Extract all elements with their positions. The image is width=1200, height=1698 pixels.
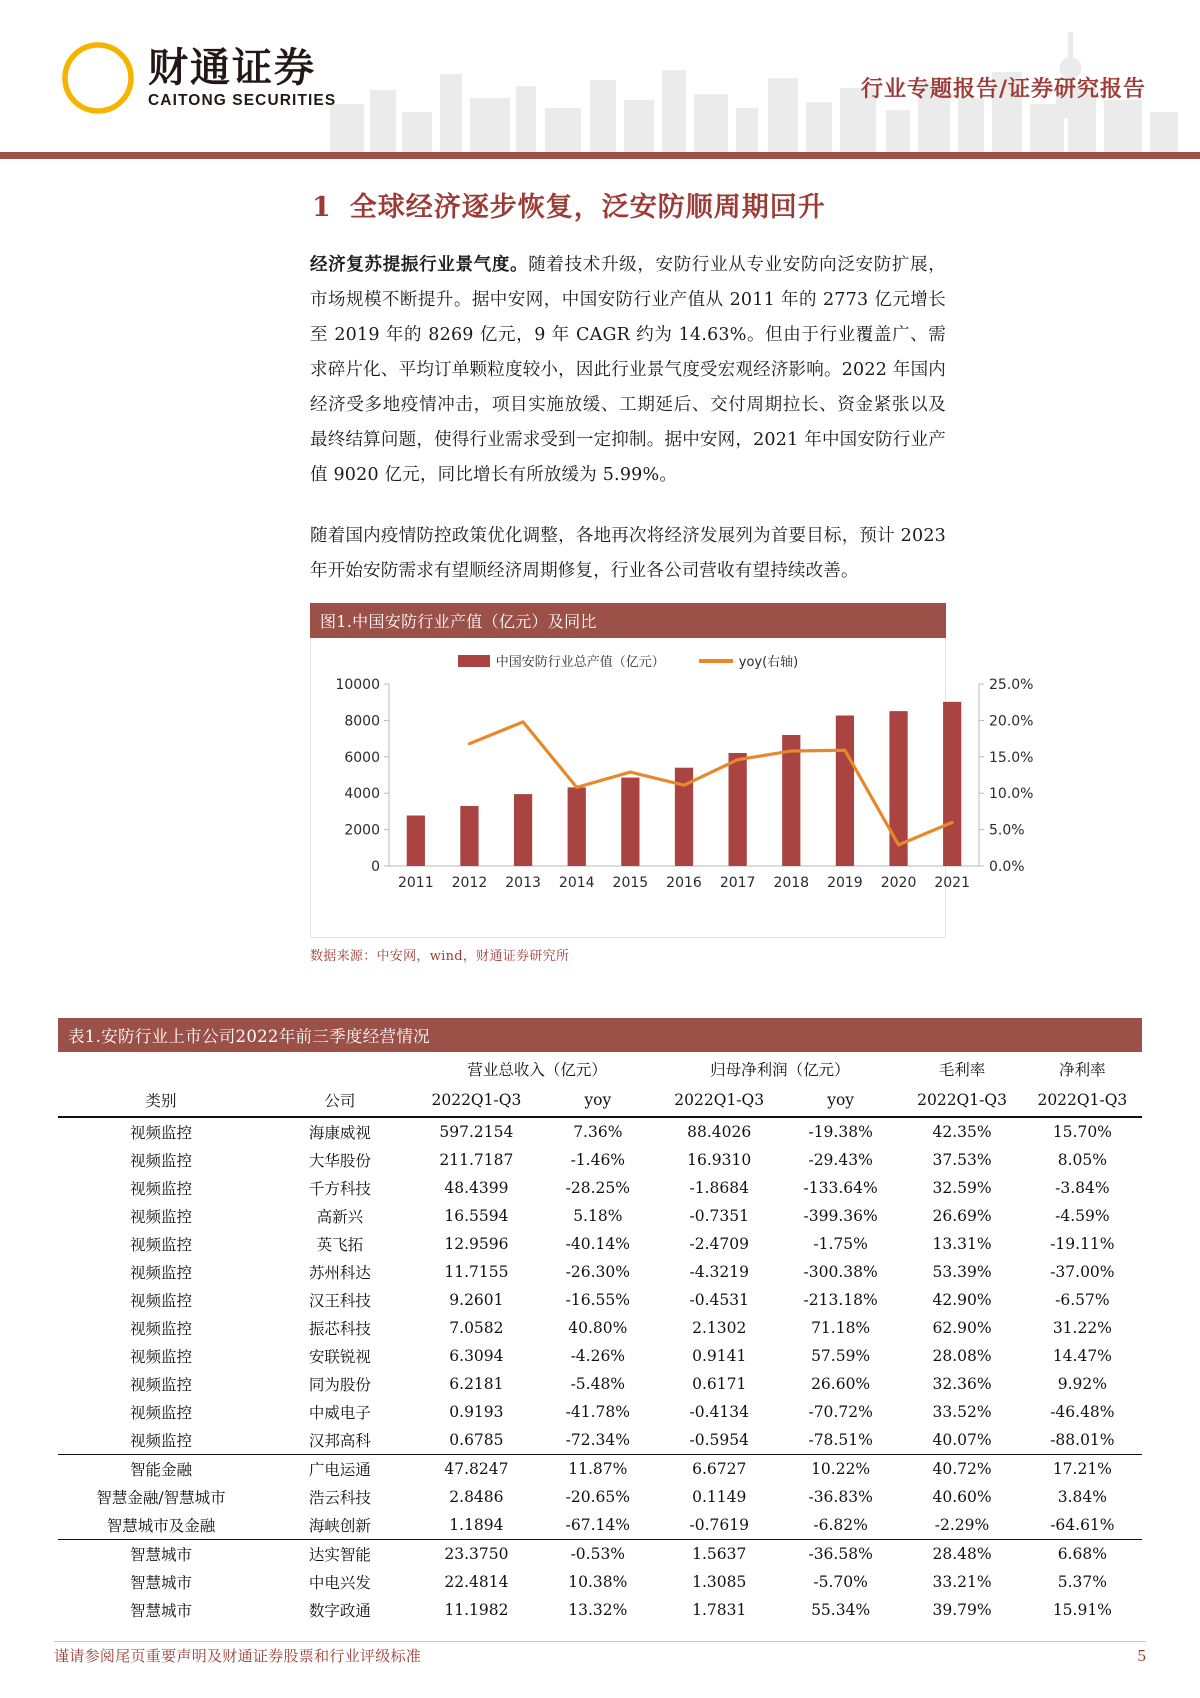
svg-text:0.0%: 0.0% — [989, 859, 1025, 875]
cell-value: -37.00% — [1050, 1263, 1115, 1281]
caitong-logo-icon — [62, 42, 134, 114]
cell-value: -5.70% — [813, 1573, 868, 1591]
cell-value: -46.48% — [1050, 1403, 1115, 1421]
cell-value: -72.34% — [565, 1431, 630, 1449]
footer-disclaimer: 谨请参阅尾页重要声明及财通证券股票和行业评级标准 — [54, 1647, 422, 1665]
legend-line-swatch-icon — [699, 659, 733, 663]
cell-value: -399.36% — [803, 1207, 878, 1225]
cell-value: 31.22% — [1052, 1319, 1112, 1337]
legend-bar-swatch-icon — [458, 655, 490, 667]
chart-svg — [311, 676, 1057, 908]
cell-value: 0.6785 — [449, 1431, 504, 1449]
cell-company: 英飞拓 — [316, 1236, 364, 1254]
cell-value: 16.9310 — [687, 1151, 752, 1169]
svg-text:15.0%: 15.0% — [989, 749, 1034, 766]
page-header — [0, 0, 1200, 152]
cell-value: 15.70% — [1052, 1123, 1112, 1141]
cell-value: 7.0582 — [449, 1319, 504, 1337]
cell-company: 海峡创新 — [308, 1517, 371, 1535]
cell-value: -0.7619 — [689, 1516, 749, 1534]
cell-value: -36.58% — [780, 1540, 901, 1569]
table-row — [58, 1146, 1142, 1174]
cell-company: 达实智能 — [264, 1540, 416, 1569]
cell-value: -0.5954 — [689, 1431, 749, 1449]
cell-value: 14.47% — [1052, 1347, 1112, 1365]
cell-value: -36.83% — [808, 1488, 873, 1506]
cell-value: -40.14% — [565, 1235, 630, 1253]
cell-value: 39.79% — [932, 1601, 992, 1619]
cell-value: -1.8684 — [689, 1179, 749, 1197]
cell-company: 千方科技 — [308, 1180, 371, 1198]
legend-item-line — [699, 651, 798, 670]
cell-value: -6.57% — [1055, 1291, 1110, 1309]
cell-category: 视频监控 — [129, 1432, 192, 1450]
cell-value: 1.7831 — [692, 1601, 747, 1619]
chart-container — [310, 638, 1034, 938]
cell-value: 10.38% — [568, 1573, 628, 1591]
table-caption: 表1.安防行业上市公司2022年前三季度经营情况 — [58, 1018, 1142, 1052]
svg-text:2019: 2019 — [827, 875, 863, 891]
cell-company: 广电运通 — [264, 1455, 416, 1484]
cell-value: 9.92% — [1057, 1375, 1107, 1393]
cell-value: 17.21% — [1023, 1455, 1142, 1484]
cell-company: 安联锐视 — [308, 1348, 371, 1366]
cell-value: 11.7155 — [444, 1263, 509, 1281]
table-row — [58, 1426, 1142, 1455]
cell-value: 62.90% — [932, 1319, 992, 1337]
cell-category: 视频监控 — [129, 1152, 192, 1170]
cell-category: 视频监控 — [129, 1320, 192, 1338]
cell-company: 汉邦高科 — [308, 1432, 371, 1450]
cell-company: 中电兴发 — [308, 1574, 371, 1592]
svg-text:2020: 2020 — [880, 875, 917, 891]
chart-legend — [311, 638, 945, 670]
cell-value: -16.55% — [565, 1291, 630, 1309]
table-row — [58, 1286, 1142, 1314]
cell-value: 42.90% — [932, 1291, 992, 1309]
cell-category: 视频监控 — [129, 1376, 192, 1394]
cell-value: -4.59% — [1055, 1207, 1110, 1225]
cell-value: 42.35% — [932, 1123, 992, 1141]
svg-text:2014: 2014 — [558, 875, 595, 891]
col-header-revenue-value: 2022Q1-Q3 — [416, 1083, 537, 1117]
cell-company: 振芯科技 — [308, 1320, 371, 1338]
chart-plot-area — [311, 676, 1034, 908]
cell-value: 11.87% — [537, 1455, 658, 1484]
cell-value: -70.72% — [808, 1403, 873, 1421]
table-head — [58, 1052, 1142, 1117]
cell-value: -300.38% — [803, 1263, 878, 1281]
cell-value: 40.07% — [932, 1431, 992, 1449]
group-header-grossmargin: 毛利率 — [938, 1061, 986, 1079]
cell-value: 1.1894 — [449, 1516, 504, 1534]
table-row — [58, 1511, 1142, 1540]
cell-value: 57.59% — [811, 1347, 871, 1365]
cell-value: 32.36% — [932, 1375, 992, 1393]
cell-value: -19.38% — [808, 1123, 873, 1141]
cell-company: 大华股份 — [308, 1152, 371, 1170]
cell-value: 33.21% — [932, 1573, 992, 1591]
cell-value: 28.48% — [901, 1540, 1022, 1569]
cell-company: 同为股份 — [308, 1376, 371, 1394]
cell-value: 40.80% — [568, 1319, 628, 1337]
table-group-header-row — [58, 1052, 1142, 1083]
cell-value: -19.11% — [1050, 1235, 1115, 1253]
cell-value: 13.31% — [932, 1235, 992, 1253]
col-header-profit-value: 2022Q1-Q3 — [659, 1083, 780, 1117]
svg-text:2017: 2017 — [719, 875, 756, 891]
logo-english-name: CAITONG SECURITIES — [148, 91, 337, 109]
cell-category: 视频监控 — [129, 1348, 192, 1366]
cell-value: -0.53% — [537, 1540, 658, 1569]
cell-value: 37.53% — [932, 1151, 992, 1169]
cell-value: 0.9193 — [449, 1403, 504, 1421]
group-header-revenue: 营业总收入（亿元） — [467, 1061, 607, 1079]
cell-value: -0.4531 — [689, 1291, 749, 1309]
paragraph-2: 随着国内疫情防控政策优化调整，各地再次将经济发展列为首要目标，预计 2023 年开始安防需求有望顺经济周期修复，行业各公司营收有望持续改善。 — [310, 526, 946, 581]
table-row — [58, 1174, 1142, 1202]
svg-text:20.0%: 20.0% — [989, 713, 1034, 730]
paragraph-1 — [54, 248, 1146, 493]
svg-text:4000: 4000 — [344, 786, 380, 803]
cell-value: 32.59% — [932, 1179, 992, 1197]
legend-line-label: yoy(右轴) — [738, 655, 799, 670]
table-row — [58, 1568, 1142, 1596]
cell-category: 智慧金融/智慧城市 — [96, 1489, 226, 1507]
svg-text:5.0%: 5.0% — [989, 822, 1025, 839]
cell-value: 28.08% — [932, 1347, 992, 1365]
table-row — [58, 1117, 1142, 1146]
cell-value: 0.1149 — [692, 1488, 747, 1506]
section-heading — [54, 185, 1146, 224]
table-row — [58, 1258, 1142, 1286]
svg-text:0: 0 — [371, 859, 380, 875]
svg-text:8000: 8000 — [344, 713, 380, 730]
brand-logo — [62, 42, 336, 114]
group-header-1 — [264, 1052, 416, 1083]
cell-value: 1.5637 — [659, 1540, 780, 1569]
cell-category: 视频监控 — [129, 1404, 192, 1422]
cell-value: -2.29% — [934, 1516, 990, 1534]
cell-value: -213.18% — [803, 1291, 878, 1309]
cell-value: -41.78% — [565, 1403, 630, 1421]
cell-value: -0.4134 — [689, 1403, 749, 1421]
cell-value: 6.6727 — [659, 1455, 780, 1484]
cell-value: 0.6171 — [692, 1375, 747, 1393]
figure-caption: 图1.中国安防行业产值（亿元）及同比 — [310, 603, 946, 638]
table-column-header-row — [58, 1083, 1142, 1117]
cell-value: 40.60% — [932, 1488, 992, 1506]
cell-category: 视频监控 — [129, 1180, 192, 1198]
cell-category: 智能金融 — [58, 1455, 264, 1484]
cell-value: 13.32% — [568, 1601, 628, 1619]
table-body — [58, 1117, 1142, 1624]
cell-value: 33.52% — [932, 1403, 992, 1421]
cell-value: 9.2601 — [449, 1291, 504, 1309]
cell-value: -26.30% — [565, 1263, 630, 1281]
svg-text:2012: 2012 — [451, 875, 488, 891]
cell-value: 47.8247 — [416, 1455, 537, 1484]
cell-value: 48.4399 — [444, 1179, 509, 1197]
cell-category: 视频监控 — [129, 1208, 192, 1226]
svg-text:10000: 10000 — [335, 677, 380, 693]
col-header-net-margin: 2022Q1-Q3 — [1023, 1083, 1142, 1117]
cell-value: 6.2181 — [449, 1375, 504, 1393]
cell-company: 数字政通 — [308, 1602, 371, 1620]
cell-value: 597.2154 — [439, 1123, 514, 1141]
cell-value: -64.61% — [1050, 1516, 1115, 1534]
cell-value: 7.36% — [573, 1123, 623, 1141]
section-number: 1 — [312, 192, 332, 223]
figure-source: 数据来源：中安网，wind，财通证券研究所 — [310, 949, 570, 964]
col-header-revenue-yoy: yoy — [537, 1083, 658, 1117]
cell-value: -29.43% — [808, 1151, 873, 1169]
svg-text:2013: 2013 — [505, 875, 541, 891]
col-header-category: 类别 — [58, 1083, 264, 1117]
cell-company: 苏州科达 — [308, 1264, 371, 1282]
group-header-netmargin: 净利率 — [1059, 1061, 1106, 1079]
cell-value: 26.60% — [811, 1375, 871, 1393]
cell-value: 71.18% — [811, 1319, 871, 1337]
legend-item-bar — [458, 651, 665, 670]
cell-category: 视频监控 — [129, 1236, 192, 1254]
col-header-gross-margin: 2022Q1-Q3 — [901, 1083, 1022, 1117]
cell-company: 汉王科技 — [308, 1292, 371, 1310]
operating-results-table — [58, 1052, 1142, 1624]
group-header-netprofit: 归母净利润（亿元） — [710, 1061, 850, 1079]
cell-value: 16.5594 — [444, 1207, 509, 1225]
svg-text:10.0%: 10.0% — [989, 786, 1034, 803]
cell-value: -28.25% — [565, 1179, 630, 1197]
cell-value: -20.65% — [565, 1488, 630, 1506]
svg-text:6000: 6000 — [344, 749, 380, 766]
cell-value: 15.91% — [1052, 1601, 1112, 1619]
cell-value: 8.05% — [1057, 1151, 1107, 1169]
cell-value: -6.82% — [813, 1516, 868, 1534]
cell-value: 12.9596 — [444, 1235, 509, 1253]
cell-value: -5.48% — [570, 1375, 626, 1393]
group-header-0 — [58, 1052, 264, 1083]
cell-value: -78.51% — [808, 1431, 873, 1449]
cell-value: 2.8486 — [449, 1488, 504, 1506]
table-row — [58, 1230, 1142, 1258]
cell-value: 0.9141 — [692, 1347, 747, 1365]
report-type-label: 行业专题报告/证券研究报告 — [860, 76, 1146, 102]
page-footer — [0, 1645, 1200, 1666]
cell-value: 3.84% — [1057, 1488, 1107, 1506]
table-row — [58, 1455, 1142, 1484]
cell-value: -67.14% — [565, 1516, 630, 1534]
logo-chinese-name: 财通证券 — [148, 44, 316, 91]
cell-value: -4.3219 — [689, 1263, 749, 1281]
footer-divider — [54, 1641, 1146, 1642]
cell-category: 视频监控 — [129, 1124, 192, 1142]
svg-text:2021: 2021 — [934, 875, 971, 891]
svg-text:25.0%: 25.0% — [989, 677, 1034, 693]
cell-value: -2.4709 — [689, 1235, 749, 1253]
cell-company: 中威电子 — [308, 1404, 371, 1422]
table-row — [58, 1342, 1142, 1370]
table-row — [58, 1202, 1142, 1230]
cell-value: 22.4814 — [444, 1573, 509, 1591]
svg-text:2011: 2011 — [397, 875, 434, 891]
page-number: 5 — [1137, 1646, 1146, 1665]
cell-value: 6.3094 — [449, 1347, 504, 1365]
cell-value: -0.7351 — [689, 1207, 749, 1225]
cell-value: 5.18% — [573, 1207, 623, 1225]
cell-value: 211.7187 — [439, 1151, 514, 1169]
table-row — [58, 1314, 1142, 1342]
col-header-profit-yoy: yoy — [780, 1083, 901, 1117]
table-row — [58, 1370, 1142, 1398]
cell-company: 高新兴 — [316, 1208, 364, 1226]
cell-value: 11.1982 — [444, 1601, 509, 1619]
cell-category: 视频监控 — [129, 1264, 192, 1282]
cell-value: -1.75% — [813, 1235, 868, 1253]
cell-category: 智慧城市 — [129, 1574, 192, 1592]
svg-text:2015: 2015 — [612, 875, 649, 891]
table-row — [58, 1596, 1142, 1624]
cell-company: 浩云科技 — [308, 1489, 371, 1507]
svg-text:2000: 2000 — [344, 822, 380, 839]
cell-category: 智慧城市及金融 — [106, 1517, 216, 1535]
cell-category: 视频监控 — [129, 1292, 192, 1310]
cell-value: 40.72% — [901, 1455, 1022, 1484]
table-row — [58, 1483, 1142, 1511]
svg-text:2018: 2018 — [773, 875, 810, 891]
cell-value: -1.46% — [570, 1151, 626, 1169]
cell-value: 6.68% — [1023, 1540, 1142, 1569]
cell-value: 23.3750 — [416, 1540, 537, 1569]
cell-value: -88.01% — [1050, 1431, 1115, 1449]
cell-value: 26.69% — [932, 1207, 992, 1225]
table-row — [58, 1398, 1142, 1426]
cell-value: 1.3085 — [692, 1573, 747, 1591]
cell-value: -133.64% — [803, 1179, 878, 1197]
cell-value: 55.34% — [811, 1601, 871, 1619]
paragraph-1-body: 随着技术升级，安防行业从专业安防向泛安防扩展，市场规模不断提升。据中安网，中国安防行业产值从 2011 年的 2773 亿元增长至 2019 年的 8269 亿元，9 年 CAGR 约为 14.63%。但由于行业覆盖广、需求碎片化、平均订单颗粒度较小，因此行业景气度受宏观经济影响。2022 年国内经济受多地疫情冲击，项目实施放缓、工期延后、交付周期拉长、资金紧张以及最终结算问题，使得行业需求受到一定抑制。据中安网，2021 年中国安防行业产值 9020 亿元，同比增长有所放缓为 5.99%。 — [310, 255, 946, 485]
svg-text:2016: 2016 — [666, 875, 702, 891]
col-header-company: 公司 — [264, 1083, 416, 1117]
paragraph-1-lead: 经济复苏提振行业景气度。 — [310, 255, 529, 275]
cell-value: 88.4026 — [687, 1123, 752, 1141]
page-content — [0, 185, 1200, 1624]
table-1 — [54, 1018, 1146, 1624]
figure-1 — [54, 603, 1146, 964]
cell-value: -4.26% — [570, 1347, 626, 1365]
cell-value: 5.37% — [1057, 1573, 1107, 1591]
cell-company: 海康威视 — [308, 1124, 371, 1142]
cell-value: 53.39% — [932, 1263, 992, 1281]
table-row — [58, 1540, 1142, 1569]
cell-value: -3.84% — [1055, 1179, 1110, 1197]
cell-value: 2.1302 — [692, 1319, 747, 1337]
section-title: 全球经济逐步恢复，泛安防顺周期回升 — [349, 192, 826, 223]
legend-bar-label: 中国安防行业总产值（亿元） — [495, 655, 665, 670]
cell-category: 智慧城市 — [129, 1602, 192, 1620]
cell-value: 10.22% — [780, 1455, 901, 1484]
header-divider — [0, 152, 1200, 159]
cell-category: 智慧城市 — [58, 1540, 264, 1569]
